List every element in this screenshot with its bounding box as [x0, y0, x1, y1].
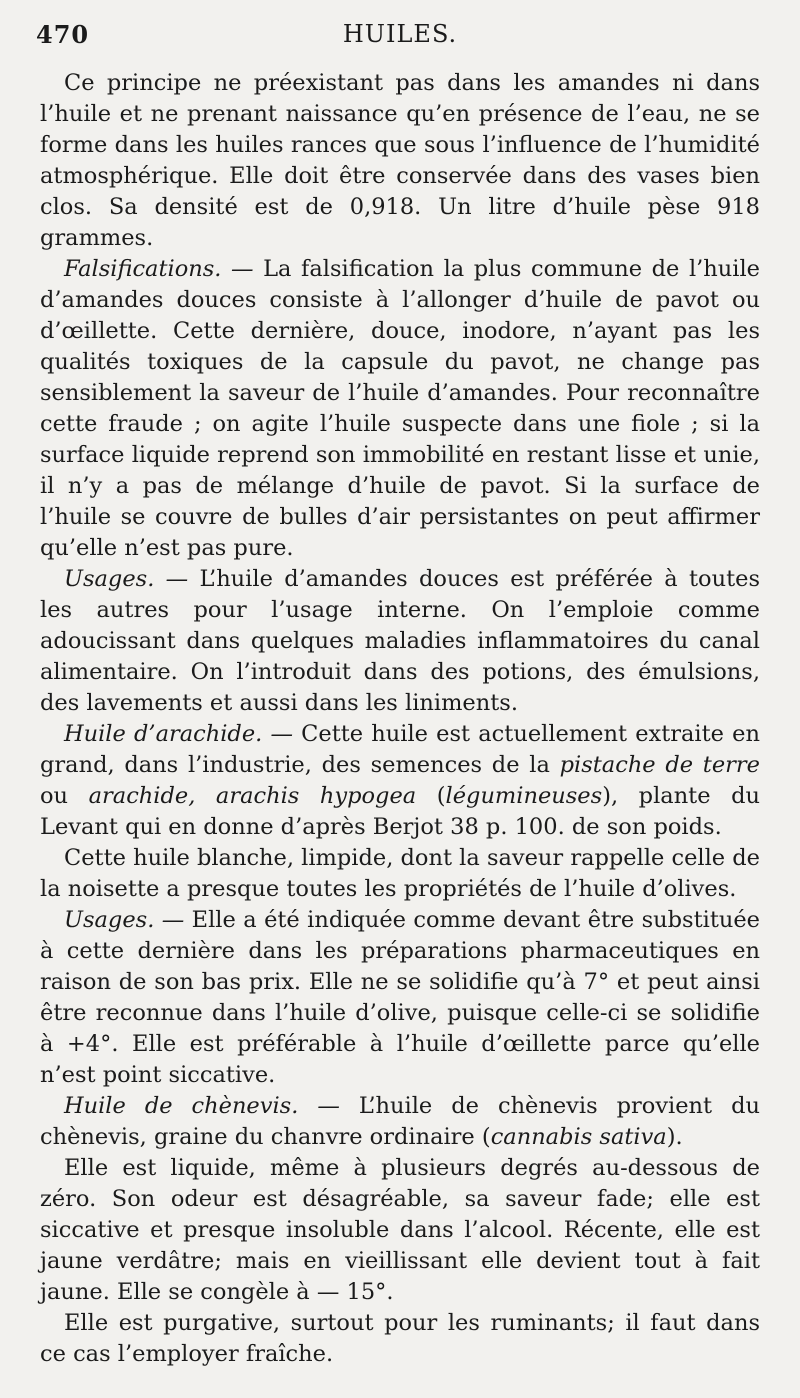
- paragraph-liquide: [40, 1153, 760, 1308]
- paragraph-text: Ce principe ne préexistant pas dans les amandes ni dans l’huile et ne prenant naissance qu’en présence de l’eau, ne se forme dans les huiles rances que sous l’influence de l’humidité atmosphérique. Elle doit être conservée dans des vases bien clos. Sa densité est de 0,918. Un litre d’huile pèse 918 grammes.: [40, 70, 760, 251]
- section-heading-usages: Usages. —: [64, 907, 185, 933]
- running-head: HUILES.: [342, 20, 458, 48]
- paragraph-text: Elle a été indiquée comme devant être substituée à cette dernière dans les préparations pharmaceutiques en raison de son bas prix. Elle ne se solidifie qu’à 7° et peut ainsi être reconnue dans l’huile d’olive, puisque celle-ci se solidifie à +4°. Elle est préférable à l’huile d’œillette parce qu’elle n’est point siccative.: [40, 907, 760, 1088]
- body-text: [40, 68, 760, 1370]
- paragraph-text: L’huile d’amandes douces est préférée à toutes les autres pour l’usage interne. On l’emploie comme adoucissant dans quelques maladies inflammatoires du canal alimentaire. On l’introduit dans des potions, des émulsions, des lavements et aussi dans les liniments.: [40, 566, 760, 716]
- section-heading-falsifications: Falsifications. —: [64, 256, 254, 282]
- section-heading-huile-arachide: Huile d’arachide. —: [64, 721, 293, 747]
- page-header: [36, 20, 764, 54]
- paragraph-falsifications: [40, 254, 760, 564]
- paragraph-text: La falsification la plus commune de l’huile d’amandes douces consiste à l’allonger d’huile de pavot ou d’œillette. Cette dernière, douce, inodore, n’ayant pas les qualités toxiques de la capsule du pavot, ne change pas sensiblement la saveur de l’huile d’amandes. Pour reconnaître cette fraude ; on agite l’huile suspecte dans une fiole ; si la surface liquide reprend son immobilité en restant lisse et unie, il n’y a pas de mélange d’huile de pavot. Si la surface de l’huile se couvre de bulles d’air persistantes on peut affirmer qu’elle n’est pas pure.: [40, 256, 760, 561]
- paragraph-purgative: [40, 1308, 760, 1370]
- paragraph-principe: [40, 68, 760, 254]
- section-heading-huile-chenevis: Huile de chènevis. —: [64, 1093, 340, 1119]
- paragraph-text: ou: [40, 783, 89, 809]
- italic-term: arachide, arachis hypogea: [88, 783, 417, 809]
- paragraph-text: Cette huile est actuellement extraite en grand, dans l’industrie, des semences de la: [40, 721, 760, 778]
- paragraph-text: ), plante du Levant qui en donne d’après Berjot 38 p. 100. de son poids.: [40, 783, 760, 840]
- paragraph-huile-arachide: [40, 719, 760, 843]
- paragraph-text: Cette huile blanche, limpide, dont la saveur rappelle celle de la noisette a presque toutes les propriétés de l’huile d’olives.: [40, 845, 760, 902]
- paragraph-usages-arachide: [40, 905, 760, 1091]
- paragraph-text: Elle est purgative, surtout pour les ruminants; il faut dans ce cas l’employer fraîche.: [40, 1310, 760, 1367]
- italic-term: légumineuses: [445, 783, 603, 809]
- paragraph-text: L’huile de chènevis provient du chènevis, graine du chanvre ordinaire (: [40, 1093, 760, 1150]
- paragraph-usages-amandes: [40, 564, 760, 719]
- paragraph-text: ).: [666, 1124, 683, 1150]
- paragraph-text: Elle est liquide, même à plusieurs degrés au-dessous de zéro. Son odeur est désagréable, sa saveur fade; elle est siccative et presque insoluble dans l’alcool. Récente, elle est jaune verdâtre; mais en vieillissant elle devient tout à fait jaune. Elle se congèle à — 15°.: [40, 1155, 760, 1305]
- italic-term: cannabis sativa: [490, 1124, 667, 1150]
- paragraph-huile-chenevis: [40, 1091, 760, 1153]
- italic-term: pistache de terre: [559, 752, 760, 778]
- section-heading-usages: Usages. —: [64, 566, 189, 592]
- page-number: 470: [36, 20, 90, 49]
- paragraph-text: (: [416, 783, 446, 809]
- paragraph-huile-blanche: [40, 843, 760, 905]
